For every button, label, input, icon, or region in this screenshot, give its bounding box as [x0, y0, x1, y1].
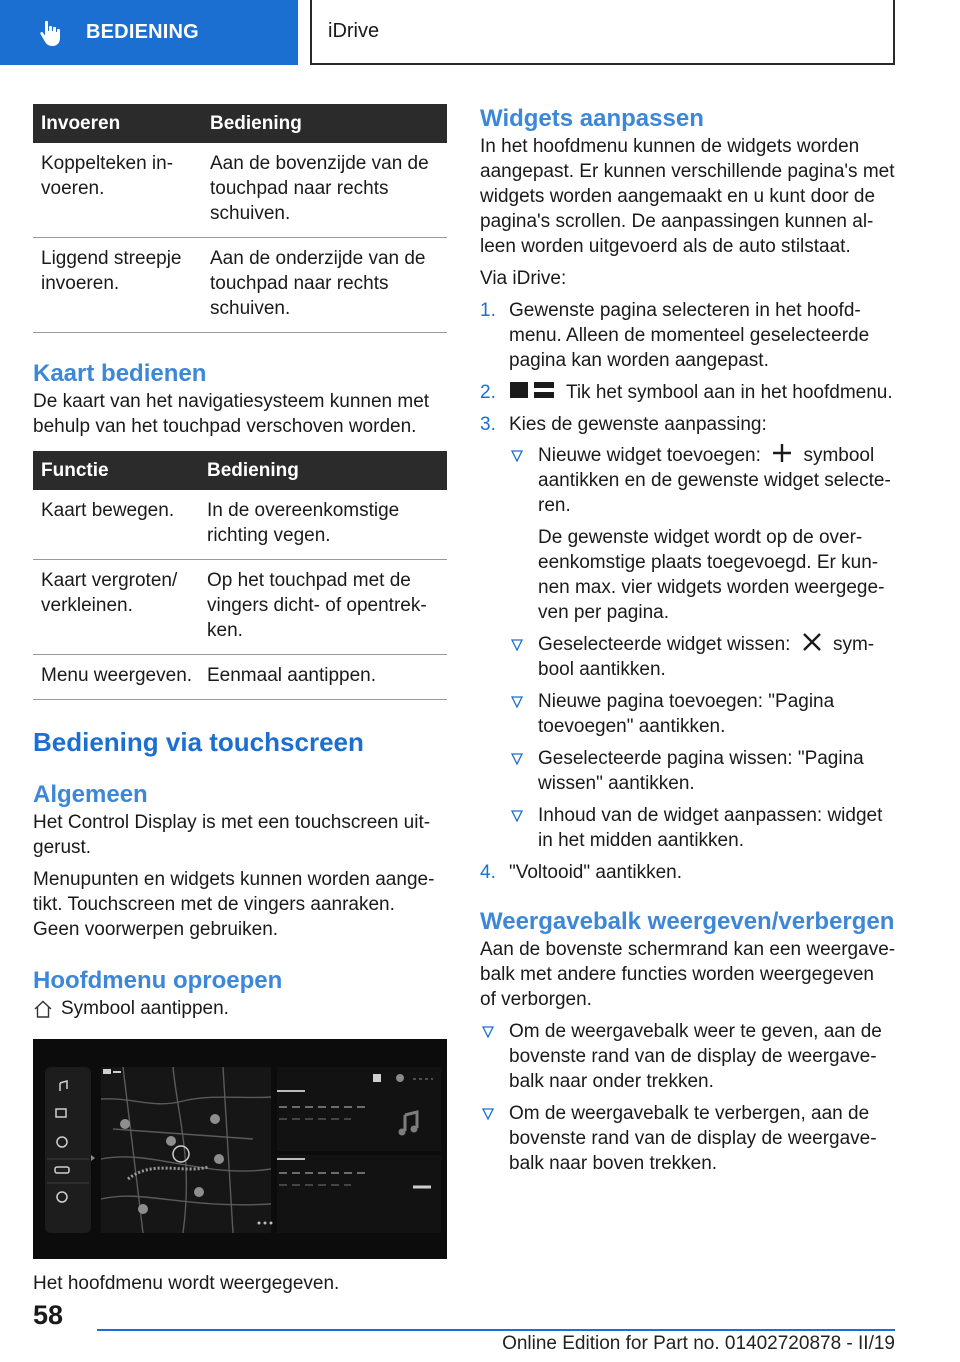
hoofdmenu-heading: Hoofdmenu oproepen [33, 967, 283, 994]
table-row [33, 490, 447, 560]
triangle-bullet-icon [511, 639, 523, 651]
algemeen-heading: Algemeen [33, 781, 148, 808]
section-title: BEDIENING [86, 21, 199, 43]
kaart-heading: Kaart bedienen [33, 360, 207, 387]
screenshot-caption: Het hoofdmenu wordt weergegeven. [33, 1273, 340, 1294]
table-row [33, 143, 447, 238]
main-menu-screenshot [33, 1039, 447, 1259]
triangle-bullet-icon [482, 1108, 494, 1120]
add-widget-note: De gewenste widget wordt op de over- eenkomstige plaats toegevoegd. Er kun- nen max. vier widgets worden weergege- ven per pagina. [538, 527, 885, 623]
table-cell: Koppelteken in- voeren. [33, 143, 202, 238]
algemeen-text-2: Menupunten en widgets kunnen worden aange- tikt. Touchscreen met de vingers aanraken. Geen voorwerpen gebruiken. [33, 869, 435, 940]
weergavebalk-intro: Aan de bovenste schermrand kan een weergave- balk met andere functies worden weergegeven of verborgen. [480, 939, 896, 1010]
triangle-bullet-icon [511, 696, 523, 708]
table-cell: Kaart vergroten/ verkleinen. [33, 560, 199, 655]
widgets-intro: In het hoofdmenu kunnen de widgets worden aangepast. Er kunnen verschillende pagina's met widgets worden aangemaakt en u kunt door de pagina's scrollen. De aanpassingen kunnen al- leen worden uitgevoerd als de auto stilstaat. [480, 136, 895, 257]
list-item: 2. Tik het symbool aan in het hoofdmenu. [480, 382, 893, 403]
table-cell: Menu weergeven. [33, 655, 199, 700]
via-idrive: Via iDrive: [480, 268, 567, 289]
table-cell: Op het touchpad met de vingers dicht- of opentrek- ken. [199, 560, 447, 655]
list-item: 4. "Voltooid" aantikken. [480, 862, 682, 883]
close-icon [802, 632, 822, 652]
step-number: 4. [480, 862, 496, 883]
right-column [480, 104, 900, 1183]
footer-divider [97, 1329, 895, 1331]
table-header: Invoeren [33, 104, 202, 143]
table-header: Functie [33, 451, 199, 490]
hoofdmenu-instruction: Symbool aantippen. [33, 996, 447, 1021]
table-cell: Eenmaal aantippen. [199, 655, 447, 700]
table-row [33, 238, 447, 333]
kaart-text: De kaart van het navigatiesysteem kunnen met behulp van het touchpad verschoven worden. [33, 391, 430, 437]
list-item: Geselecteerde pagina wissen: "Pagina wissen" aantikken. [509, 746, 900, 796]
widgets-heading: Widgets aanpassen [480, 105, 704, 132]
display-illustration [33, 1039, 447, 1259]
table-row [33, 560, 447, 655]
table-header: Bediening [202, 104, 447, 143]
step-number: 2. [480, 382, 496, 403]
table-cell: Liggend streepje invoeren. [33, 238, 202, 333]
list-item: Geselecteerde widget wissen: sym- bool aantikken. [509, 632, 900, 682]
footer-edition: Online Edition for Part no. 01402720878 - II/19 [502, 1333, 895, 1354]
touchscreen-heading: Bediening via touchscreen [33, 727, 364, 757]
table-cell: Kaart bewegen. [33, 490, 199, 560]
step-number: 1. [480, 300, 496, 321]
list-item: Om de weergavebalk weer te geven, aan de bovenste rand van de display de weergave- balk naar onder trekken. [480, 1019, 900, 1094]
table-cell: Aan de bovenzijde van de touchpad naar rechts schuiven. [202, 143, 447, 238]
left-column [33, 104, 447, 1303]
table-row [33, 655, 447, 700]
algemeen-text-1: Het Control Display is met een touchscreen uit- gerust. [33, 812, 431, 858]
map-table [33, 451, 447, 700]
step-number: 3. [480, 414, 496, 435]
table-header: Bediening [199, 451, 447, 490]
weergavebalk-options [480, 1019, 900, 1176]
list-item: Om de weergavebalk te verbergen, aan de bovenste rand van de display de weergave- balk naar boven trekken. [480, 1101, 900, 1176]
home-icon [33, 999, 53, 1019]
triangle-bullet-icon [511, 753, 523, 765]
list-item: 3. Kies de gewenste aanpassing: Nieuwe widget toevoegen: symbool aantikken en de gewenste widget selecte- ren. De gewenste widget wordt op de over- eenkomstige plaats toegevoegd. Er kun- nen max. vier widgets worden weergege- ven per pagina. Geselecteerde widget wissen: sym- bool aantikken. Nieuwe pagina toevoegen: "Pagina toevoegen" aantikken. Geselecteerde pagina wissen: "Pagina wissen" aantikken. Inhoud van de widget aanpassen: widget in het midden aantikken. [480, 412, 900, 853]
list-item: Inhoud van de widget aanpassen: widget in het midden aantikken. [509, 803, 900, 853]
triangle-bullet-icon [511, 810, 523, 822]
table-cell: Aan de onderzijde van de touchpad naar rechts schuiven. [202, 238, 447, 333]
widgets-steps [480, 298, 900, 885]
list-item: 1. Gewenste pagina selecteren in het hoofd- menu. Alleen de momenteel geselecteerde pagina kan worden aangepast. [480, 300, 870, 371]
chapter-title: iDrive [310, 0, 895, 65]
triangle-bullet-icon [511, 450, 523, 462]
page-number: 58 [33, 1300, 64, 1330]
adjustment-options [509, 443, 900, 853]
edit-widgets-icon [509, 380, 555, 400]
input-table [33, 104, 447, 333]
hand-pointer-icon [36, 18, 66, 48]
list-item: Nieuwe widget toevoegen: symbool aantikken en de gewenste widget selecte- ren. De gewenste widget wordt op de over- eenkomstige plaats toegevoegd. Er kun- nen max. vier widgets worden weergege- ven per pagina. [509, 443, 900, 625]
list-item: Nieuwe pagina toevoegen: "Pagina toevoegen" aantikken. [509, 689, 900, 739]
plus-icon [772, 443, 792, 463]
weergavebalk-heading: Weergavebalk weergeven/verbergen [480, 908, 895, 935]
table-cell: In de overeenkomstige richting vegen. [199, 490, 447, 560]
triangle-bullet-icon [482, 1026, 494, 1038]
section-tab [0, 0, 298, 65]
